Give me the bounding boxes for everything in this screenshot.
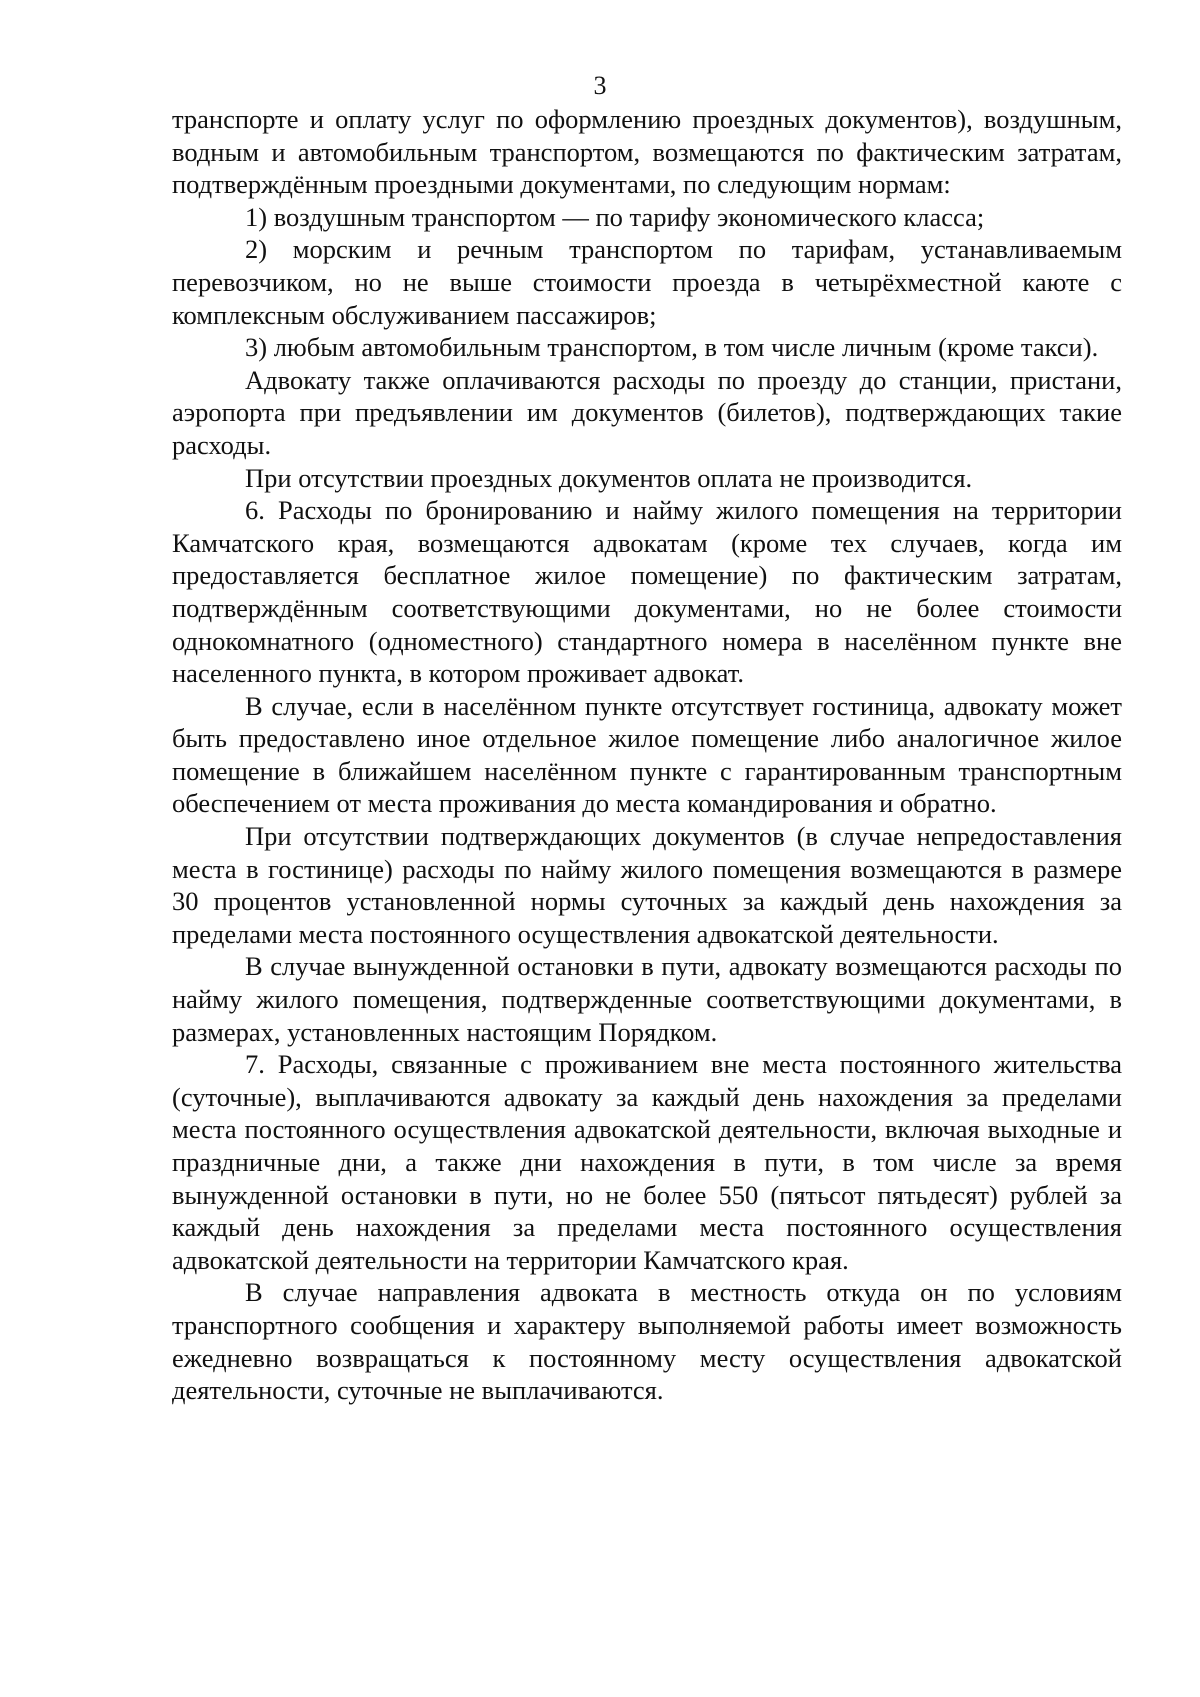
paragraph-no-hotel: В случае, если в населённом пункте отсутствует гостиница, адвокату может быть предоставлено иное отдельное жилое помещение либо аналогичное жилое помещение в ближайшем населённом пункте с гарантированным транспортным обеспечением от места проживания до места командирования и обратно.	[172, 690, 1122, 819]
paragraph-section-7-per-diem: 7. Расходы, связанные с проживанием вне места постоянного жительства (суточные), выплачиваются адвокату за каждый день нахождения за пределами места постоянного осуществления адвокатской деятельности, включая выходные и праздничные дни, а также дни нахождения в пути, в том числе за время вынужденной остановки в пути, но не более 550 (пятьсот пятьдесят) рублей за каждый день нахождения за пределами места постоянного осуществления адвокатской деятельности на территории Камчатского края.	[172, 1049, 1122, 1275]
paragraph-transport-intro: транспорте и оплату услуг по оформлению проездных документов), воздушным, водным и автомобильным транспортом, возмещаются по фактическим затратам, подтверждённым проездными документами, по следующим нормам:	[172, 104, 1122, 200]
paragraph-air-transport: 1) воздушным транспортом — по тарифу экономического класса;	[245, 201, 985, 232]
paragraph-daily-return: В случае направления адвоката в местность откуда он по условиям транспортного сообщения и характеру выполняемой работы имеет возможность ежедневно возвращаться к постоянному месту осуществления адвокатской деятельности, суточные не выплачиваются.	[172, 1277, 1122, 1406]
paragraph-no-confirming-documents: При отсутствии подтверждающих документов (в случае непредоставления места в гостинице) расходы по найму жилого помещения возмещаются в размере 30 процентов установленной нормы суточных за каждый день нахождения за пределами места постоянного осуществления адвокатской деятельности.	[172, 821, 1122, 949]
paragraph-forced-stop: В случае вынужденной остановки в пути, адвокату возмещаются расходы по найму жилого помещения, подтвержденные соответствующими документами, в размерах, установленных настоящим Порядком.	[172, 951, 1122, 1047]
paragraph-no-documents: При отсутствии проездных документов оплата не производится.	[245, 462, 973, 493]
page-number: 3	[593, 71, 607, 100]
paragraph-section-6-housing: 6. Расходы по бронированию и найму жилого помещения на территории Камчатского края, возмещаются адвокатам (кроме тех случаев, когда им предоставляется бесплатное жилое помещение) по фактическим затратам, подтверждённым соответствующими документами, но не более стоимости однокомнатного (одноместного) стандартного номера в населённом пункте вне населенного пункта, в котором проживает адвокат.	[172, 495, 1122, 689]
paragraph-auto-transport: 3) любым автомобильным транспортом, в том числе личным (кроме такси).	[245, 332, 1099, 363]
paragraph-sea-river-transport: 2) морским и речным транспортом по тарифам, устанавливаемым перевозчиком, но не выше стоимости проезда в четырёхместной каюте с комплексным обслуживанием пассажиров;	[172, 234, 1122, 330]
paragraph-station-expenses: Адвокату также оплачиваются расходы по проезду до станции, пристани, аэропорта при предъявлении им документов (билетов), подтверждающих такие расходы.	[172, 364, 1122, 460]
document-body	[172, 103, 1122, 1407]
